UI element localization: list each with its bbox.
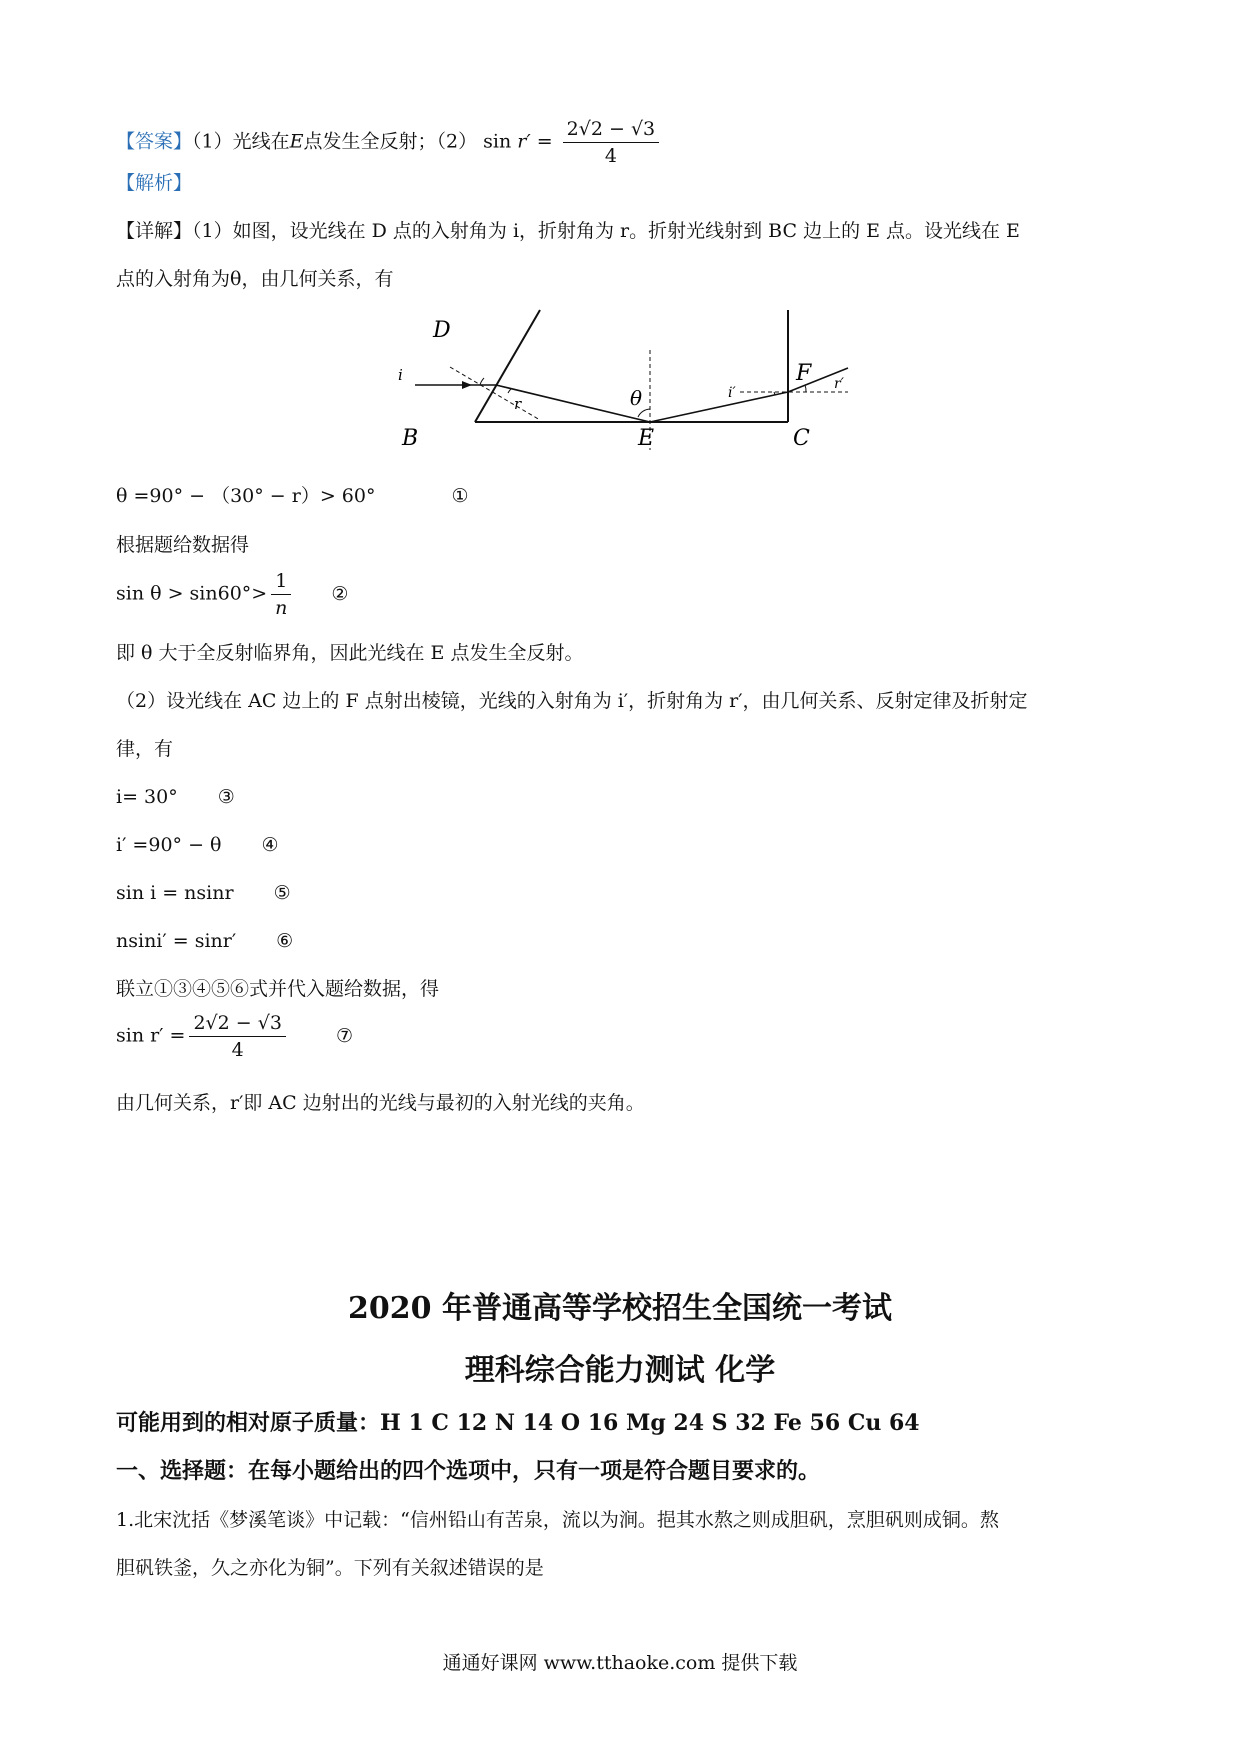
eq3-text: i= 30° (116, 786, 178, 808)
text-data: 根据题给数据得 (116, 534, 250, 556)
eq1-mark: ① (451, 485, 469, 507)
text-final: 由几何关系，r′即 AC 边射出的光线与最初的入射光线的夹角。 (116, 1092, 645, 1114)
label-e: E (638, 426, 655, 451)
arrow-icon (462, 381, 472, 389)
eq5-mark: ⑤ (273, 882, 291, 904)
section-heading: 一、选择题：在每小题给出的四个选项中，只有一项是符合题目要求的。 (116, 1458, 821, 1484)
reflected-ray-ef (650, 392, 788, 422)
edge-ba (475, 310, 540, 422)
eq2-denominator: n (275, 597, 288, 619)
label-i-prime: i′ (728, 385, 736, 401)
exam-subtitle: 理科综合能力测试 化学 (464, 1353, 776, 1388)
eq2-left: sin θ > sin60°> (116, 582, 268, 605)
question-1-line-2: 胆矾铁釜，久之亦化为铜”。下列有关叙述错误的是 (116, 1557, 544, 1579)
eq2-fraction (271, 568, 291, 621)
answer-part1: （1）光线在 (192, 130, 290, 153)
label-r-prime: r′ (834, 376, 844, 392)
equation-5 (116, 880, 291, 906)
eq3-mark: ③ (217, 786, 235, 808)
equation-4 (116, 832, 279, 858)
answer-eq: = (536, 130, 553, 153)
arc-r-prime (805, 385, 806, 392)
prism-diagram (398, 305, 870, 451)
arc-theta (638, 409, 650, 417)
eq1-text: θ =90° − （30° − r）> 60° (116, 485, 376, 507)
label-d: D (433, 318, 451, 343)
eq4-text: i′ =90° − θ (116, 834, 222, 856)
equation-1 (116, 483, 469, 509)
eq6-text: nsini′ = sinr′ (116, 930, 237, 952)
exam-title: 2020 年普通高等学校招生全国统一考试 (348, 1291, 892, 1326)
answer-sin: sin (483, 130, 512, 153)
answer-fraction (563, 116, 659, 169)
answer-numerator: 2√2 − √3 (563, 116, 659, 143)
text-conclude: 即 θ 大于全反射临界角，因此光线在 E 点发生全反射。 (116, 642, 584, 664)
label-f: F (796, 361, 812, 386)
answer-part1b: 点发生全反射；（2） (303, 130, 478, 153)
part2-line-1: （2）设光线在 AC 边上的 F 点射出棱镜，光线的入射角为 i′，折射角为 r′，由几何关系、反射定律及折射定 (116, 690, 1028, 712)
label-i: i (398, 366, 403, 384)
detail-line-2: 点的入射角为θ，由几何关系，有 (116, 268, 394, 290)
eq5-text: sin i = nsinr (116, 882, 234, 904)
label-c: C (793, 426, 810, 451)
eq2-numerator: 1 (271, 568, 291, 595)
normal-d (450, 367, 540, 420)
eq7-fraction (189, 1010, 285, 1063)
answer-denominator: 4 (604, 145, 617, 167)
label-theta: θ (630, 386, 643, 410)
question-1-line-1: 1.北宋沈括《梦溪笔谈》中记载：“信州铅山有苦泉，流以为涧。挹其水熬之则成胆矾，烹胆矾则成铜。熬 (116, 1509, 999, 1531)
answer-tag: 【答案】 (116, 130, 193, 153)
eq6-mark: ⑥ (276, 930, 294, 952)
answer-r-prime: r′ (517, 130, 531, 153)
answer-point-e: E (289, 130, 304, 153)
eq7-numerator: 2√2 − √3 (189, 1010, 285, 1037)
eq4-mark: ④ (261, 834, 279, 856)
equation-3 (116, 784, 235, 810)
eq7-left: sin r′ = (116, 1024, 186, 1047)
answer-line (116, 116, 663, 169)
footer-credit: 通通好课网 www.tthaoke.com 提供下载 (442, 1652, 798, 1674)
text-combine: 联立①③④⑤⑥式并代入题给数据，得 (116, 978, 440, 1000)
eq7-denominator: 4 (231, 1039, 244, 1061)
label-r: r (514, 395, 522, 413)
analysis-tag: 【解析】 (116, 172, 193, 194)
atomic-masses: 可能用到的相对原子质量：H 1 C 12 N 14 O 16 Mg 24 S 32 Fe 56 Cu 64 (116, 1410, 920, 1436)
eq2-mark: ② (331, 582, 349, 605)
equation-7 (116, 1010, 353, 1063)
label-b: B (402, 426, 419, 451)
equation-6 (116, 928, 293, 954)
eq7-mark: ⑦ (336, 1024, 354, 1047)
arc-i (480, 378, 484, 385)
equation-2 (116, 568, 348, 621)
arc-r (508, 389, 511, 393)
part2-line-2: 律，有 (116, 738, 174, 760)
detail-line-1: 【详解】（1）如图，设光线在 D 点的入射角为 i，折射角为 r。折射光线射到 BC 边上的 E 点。设光线在 E (116, 220, 1020, 242)
